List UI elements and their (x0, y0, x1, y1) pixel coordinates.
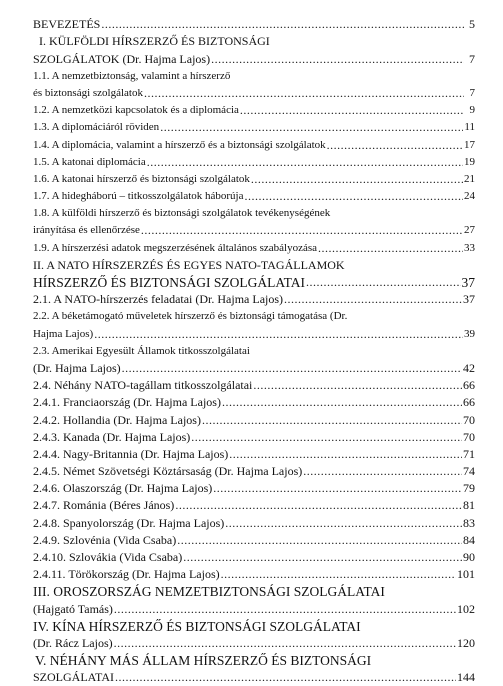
toc-page-number: 70 (463, 429, 475, 444)
toc-entry-title: (Dr. Rácz Lajos) (33, 635, 113, 650)
toc-page-number: 19 (464, 155, 475, 168)
toc-page-number: 24 (464, 190, 475, 203)
toc-dot-leader (225, 515, 462, 532)
toc-entry (33, 119, 475, 136)
toc-entry-title: és biztonsági szolgálatok (33, 86, 143, 99)
toc-page-number: 27 (464, 224, 475, 237)
toc-entry-title: HÍRSZERZŐ ÉS BIZTONSÁGI SZOLGÁLATAI (33, 275, 306, 290)
toc-entry (33, 50, 475, 67)
toc-entry-title: 2.4.2. Hollandia (Dr. Hajma Lajos) (33, 412, 201, 427)
toc-entry-title: 2.4.1. Franciaország (Dr. Hajma Lajos) (33, 395, 221, 410)
toc-dot-leader (183, 549, 462, 566)
toc-entry-title: 2.4.11. Törökország (Dr. Hajma Lajos) (33, 567, 220, 582)
toc-entry-title: SZOLGÁLATOK (Dr. Hajma Lajos) (33, 51, 211, 66)
toc-dot-leader (147, 154, 463, 171)
toc-entry (33, 222, 475, 239)
toc-page-number: 37 (461, 275, 475, 290)
toc-page-number: 11 (464, 121, 475, 134)
toc-entry (33, 549, 475, 566)
toc-entry (33, 308, 475, 325)
toc-dot-leader (284, 291, 462, 308)
toc-dot-leader (114, 601, 456, 618)
toc-entry-title: II. A NATO HÍRSZERZÉS ÉS EGYES NATO-TAGÁLLAMOK (33, 257, 345, 272)
toc-entry (33, 600, 475, 617)
toc-entry (33, 360, 475, 377)
toc-entry-title: 1.2. A nemzetközi kapcsolatok és a diplomácia (33, 104, 239, 117)
toc-entry-title: (Hajgató Tamás) (33, 601, 113, 616)
toc-dot-leader (94, 326, 463, 343)
toc-entry-title: I. KÜLFÖLDI HÍRSZERZŐ ÉS BIZTONSÁGI (39, 34, 270, 49)
toc-entry-title: 2.3. Amerikai Egyesült Államok titkosszolgálatai (33, 344, 250, 357)
toc-entry (33, 635, 475, 652)
toc-dot-leader (144, 85, 464, 102)
toc-entry (33, 291, 475, 308)
toc-dot-leader (318, 240, 463, 257)
toc-entry (33, 16, 475, 33)
toc-page-number: 84 (463, 532, 475, 547)
toc-page-number: 71 (463, 446, 475, 461)
toc-page-number: 7 (469, 86, 475, 99)
toc-entry (33, 188, 475, 205)
toc-dot-leader (114, 635, 456, 652)
toc-entry (33, 514, 475, 531)
toc-entry (33, 171, 475, 188)
toc-dot-leader (221, 566, 456, 583)
toc-entry-title: SZOLGÁLATAI (33, 670, 115, 685)
toc-entry-title: BEVEZETÉS (33, 17, 101, 32)
toc-entry-title: 2.1. A NATO-hírszerzés feladatai (Dr. Hajma Lajos) (33, 292, 284, 307)
toc-page-number: 37 (463, 292, 475, 307)
toc-page-number: 144 (457, 670, 475, 685)
toc-dot-leader (327, 137, 463, 154)
toc-entry-title: 2.4.8. Spanyolország (Dr. Hajma Lajos) (33, 515, 225, 530)
toc-page-number: 70 (463, 412, 475, 427)
toc-page-number: 39 (464, 327, 475, 340)
toc-page-number: 101 (457, 567, 475, 582)
toc-page-number: 17 (464, 138, 475, 151)
toc-dot-leader (175, 497, 462, 514)
toc-entry (33, 239, 475, 256)
toc-dot-leader (213, 480, 462, 497)
toc-page-number: 83 (463, 515, 475, 530)
toc-entry (33, 205, 475, 222)
toc-page-number: 120 (457, 635, 475, 650)
toc-entry-title: 2.4.10. Szlovákia (Vida Csaba) (33, 550, 183, 564)
toc-page-number: 66 (463, 395, 475, 410)
toc-entry (33, 85, 475, 102)
toc-entry (33, 136, 475, 153)
toc-dot-leader (306, 274, 460, 291)
toc-entry (33, 669, 475, 686)
toc-entry-title: Hajma Lajos) (33, 327, 94, 340)
toc-dot-leader (303, 463, 462, 480)
toc-entry-title: 2.4.5. Német Szövetségi Köztársaság (Dr. Hajma Lajos) (33, 464, 303, 479)
toc-page-number: 66 (463, 378, 475, 393)
toc-page-number: 33 (464, 241, 475, 254)
toc-entry-title: III. OROSZORSZÁG NEMZETBIZTONSÁGI SZOLGÁLATAI (33, 584, 385, 600)
toc-entry (33, 394, 475, 411)
toc-entry (33, 257, 475, 274)
toc-page-number: 102 (457, 601, 475, 616)
toc-entry (33, 497, 475, 514)
toc-entry (33, 429, 475, 446)
toc-page-number: 81 (463, 498, 475, 513)
toc-dot-leader (122, 360, 462, 377)
toc-dot-leader (245, 188, 464, 205)
toc-entry-title: 2.4.7. Románia (Béres János) (33, 498, 175, 513)
toc-dot-leader (191, 429, 462, 446)
toc-dot-leader (177, 532, 462, 549)
toc-entry-title: irányítása és ellenőrzése (33, 224, 140, 237)
toc-entry-title: 1.6. A katonai hírszerző és biztonsági szolgálatok (33, 172, 250, 185)
toc-entry-title: 2.4.9. Szlovénia (Vida Csaba) (33, 532, 177, 547)
toc-entry-title: 2.2. A béketámogató műveletek hírszerző és biztonsági támogatása (Dr. (33, 310, 348, 323)
table-of-contents (33, 16, 475, 686)
toc-page-number: 7 (469, 51, 475, 66)
toc-entry (33, 532, 475, 549)
toc-dot-leader (211, 51, 464, 68)
toc-entry-title: 1.5. A katonai diplomácia (33, 155, 146, 168)
toc-entry-title: IV. KÍNA HÍRSZERZŐ ÉS BIZTONSÁGI SZOLGÁLATAI (33, 618, 361, 634)
toc-dot-leader (229, 446, 462, 463)
toc-dot-leader (202, 412, 462, 429)
toc-entry (33, 325, 475, 342)
toc-page-number: 79 (463, 481, 475, 496)
toc-entry-title: 2.4.6. Olaszország (Dr. Hajma Lajos) (33, 481, 213, 496)
toc-entry-title: 1.4. A diplomácia, valamint a hírszerző és a biztonsági szolgálatok (33, 138, 326, 151)
toc-entry (33, 102, 475, 119)
toc-entry-title: V. NÉHÁNY MÁS ÁLLAM HÍRSZERZŐ ÉS BIZTONSÁGI (35, 653, 372, 669)
toc-dot-leader (101, 16, 464, 33)
toc-entry-title: (Dr. Hajma Lajos) (33, 360, 121, 375)
toc-dot-leader (115, 669, 456, 686)
toc-entry (33, 480, 475, 497)
toc-dot-leader (160, 119, 463, 136)
toc-dot-leader (251, 171, 463, 188)
toc-entry-title: 1.1. A nemzetbiztonság, valamint a hírszerző (33, 69, 231, 82)
toc-entry (33, 411, 475, 428)
toc-dot-leader (141, 222, 463, 239)
toc-entry (33, 566, 475, 583)
toc-entry-title: 1.7. A hidegháború – titkosszolgálatok háborúja (33, 190, 244, 203)
toc-entry (33, 68, 475, 85)
toc-entry-title: 2.4.3. Kanada (Dr. Hajma Lajos) (33, 429, 191, 444)
toc-page-number: 21 (464, 172, 475, 185)
toc-entry (33, 343, 475, 360)
toc-dot-leader (253, 377, 462, 394)
toc-entry-title: 2.4.4. Nagy-Britannia (Dr. Hajma Lajos) (33, 446, 229, 461)
toc-entry (33, 652, 475, 669)
toc-page-number: 5 (469, 17, 475, 32)
toc-entry (33, 274, 475, 291)
toc-page-number: 74 (463, 464, 475, 479)
toc-entry (33, 154, 475, 171)
toc-page-number: 42 (463, 360, 475, 375)
toc-entry (33, 33, 475, 50)
toc-page-number: 90 (463, 550, 475, 564)
toc-page-number: 9 (469, 104, 475, 117)
toc-entry-title: 1.8. A külföldi hírszerző és biztonsági szolgálatok tevékenységének (33, 207, 331, 220)
toc-entry (33, 377, 475, 394)
toc-entry (33, 618, 475, 635)
toc-entry (33, 463, 475, 480)
toc-entry-title: 1.3. A diplomáciáról röviden (33, 121, 160, 134)
toc-entry-title: 1.9. A hírszerzési adatok megszerzésének általános szabályozása (33, 241, 318, 254)
toc-dot-leader (240, 102, 464, 119)
toc-entry-title: 2.4. Néhány NATO-tagállam titkosszolgálatai (33, 378, 253, 393)
toc-entry (33, 583, 475, 600)
toc-dot-leader (222, 394, 462, 411)
toc-entry (33, 446, 475, 463)
